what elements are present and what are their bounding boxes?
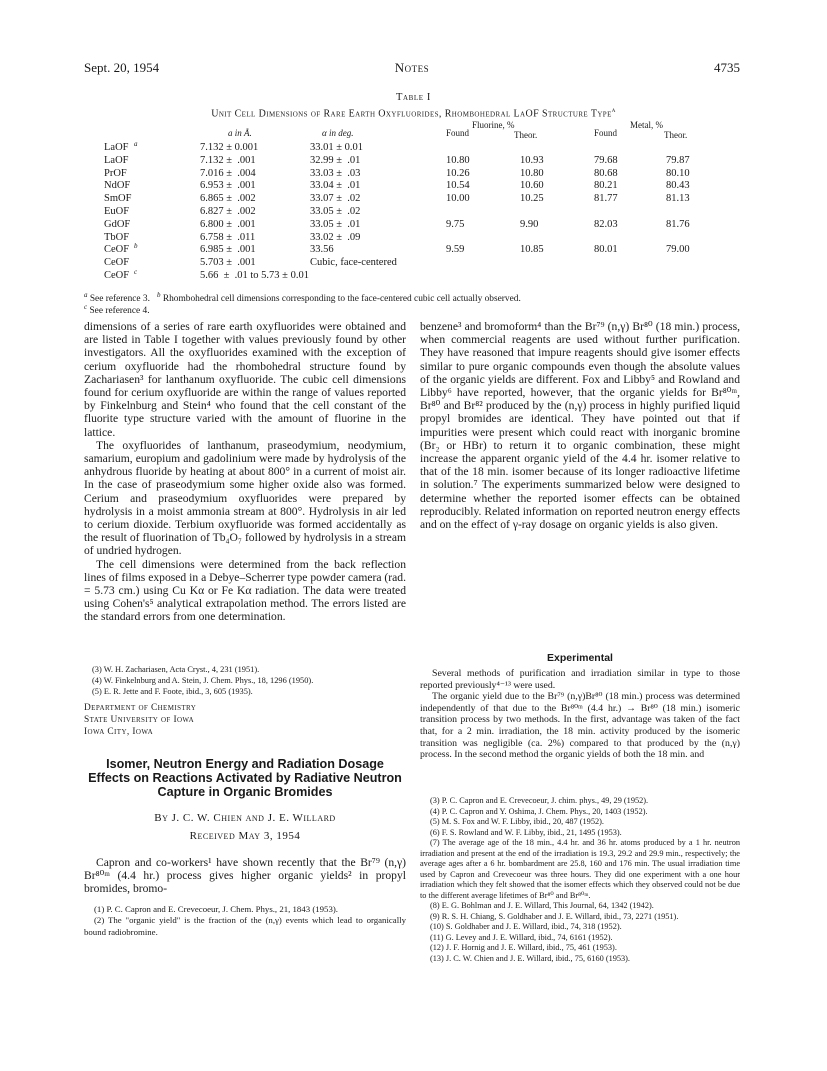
article-title: Isomer, Neutron Energy and Radiation Dosage Effects on Reactions Activated by Radiative Neutron Capture in Organic Bromides [88, 757, 402, 800]
table-cell: 10.93 [520, 154, 544, 166]
table-cell: 33.01 ± 0.01 [310, 142, 364, 153]
footnote: (2) The "organic yield" is the fraction of the (n,γ) events which lead to organically bound radiobromine. [84, 915, 406, 937]
table-cell: CeOF [104, 244, 130, 256]
table-cell: 7.132 ± 0.001 [200, 142, 259, 153]
paragraph: The organic yield due to the Br⁷⁹ (n,γ)Br⁸⁰ (18 min.) process was determined independently of that due to the Br⁸⁰ᵐ (4.4 hr.) → Br⁸⁰ (18 min.) isomeric transition process by two methods. In the first, advantage was taken of the fact that, for a 2 min. irradiation, the 18 min. activity produced by the isomeric transition was negligible (ca. 2%) compared to that produced by the (n,γ) process. In the second method the organic yields of both the 18 min. and [420, 691, 740, 761]
table-cell: 7.132 ± .001 [200, 154, 256, 166]
table-cell: 33.56 [310, 244, 334, 256]
table-cell: 80.68 [594, 167, 618, 179]
table-cell: 6.758 ± .011 [200, 231, 256, 243]
table-cell: NdOF [104, 180, 131, 192]
table-cell: EuOF [104, 206, 130, 217]
table-cell: 80.01 [594, 244, 618, 256]
table-cell: GdOF [104, 218, 131, 230]
footnote-marker: c [134, 268, 138, 276]
affiliation-line: Department of Chemistry [84, 703, 197, 713]
article-footnotes [84, 904, 406, 938]
table-cell: Cubic, face-centered [310, 257, 397, 269]
paragraph: The cell dimensions were determined from the back reflection lines of films exposed in a Debye–Scherrer type powder camera (rad. = 5.73 cm.) using Cu Kα or Fe Kα radiation. The data were treated using Cohen's⁵ analytical extrapolation method. The errors listed are the standard errors from one determination. [84, 557, 406, 624]
table-cell: 6.827 ± .002 [200, 206, 256, 217]
footnote: (3) P. C. Capron and E. Crevecoeur, J. chim. phys., 49, 29 (1952). [430, 796, 649, 805]
table-cell: 81.77 [594, 193, 618, 205]
footnote: (8) E. G. Bohlman and J. E. Willard, This Journal, 64, 1342 (1942). [430, 901, 654, 910]
table-cell: 10.80 [446, 154, 470, 166]
page-number: 4735 [714, 60, 740, 75]
table-cell: SmOF [104, 193, 132, 205]
paragraph: benzene³ and bromoform⁴ than the Br⁷⁹ (n,γ) Br⁸⁰ (18 min.) process, when commercial reagents are used without further purification. They have reasoned that impure reagents should give isomer effects similar to pure organic compounds even though the absolute values of the organic yields are different. Fox and Libby⁵ and Rowland and Libby⁶ have reported, however, that the organic yields for Br⁸⁰ᵐ, Br⁸⁰ and Br⁸² produced by the (n,γ) process in highly purified liquid propyl bromides are identical. They have pointed out that if impurities were present which could react with inorganic bromine (Br₂ or HBr) to return it to organic combination, these might increase the apparent organic yield of the 4.4 hr. isomer relative to that of the 18 min. isomer because of its longer radioactive lifetime in solution.⁷ The experiments summarized below were designed to determine whether the reported isomer effects can be obtained reproducibly. Related information on reported neutron energy effects and on the effect of γ-ray dosage on organic yields is also given. [420, 320, 740, 532]
table-cell: 10.80 [520, 167, 544, 179]
footnote: (1) P. C. Capron and E. Crevecoeur, J. Chem. Phys., 21, 1843 (1953). [94, 904, 338, 914]
footnote: (10) S. Goldhaber and J. E. Willard, ibid., 74, 318 (1952). [430, 922, 622, 931]
reference: (3) W. H. Zachariasen, Acta Cryst., 4, 231 (1951). [92, 665, 260, 674]
footnote: (4) P. C. Capron and Y. Oshima, J. Chem. Phys., 20, 1403 (1952). [430, 806, 648, 816]
section-heading: Experimental [547, 652, 613, 664]
right-footnotes [420, 796, 740, 964]
article-intro [84, 856, 406, 896]
experimental-text [420, 668, 740, 761]
table-cell: 81.13 [666, 193, 690, 205]
table-cell: 33.05 ± .01 [310, 218, 361, 230]
footnote-marker: a [134, 140, 138, 148]
table-cell: 10.54 [446, 180, 470, 192]
col-fluorine-found: Found [446, 128, 470, 138]
table-cell: LaOF [104, 142, 129, 153]
footnote: (6) F. S. Rowland and W. F. Libby, ibid., 21, 1495 (1953). [430, 827, 622, 837]
table-cell: LaOF [104, 154, 129, 166]
table-footnote-ab: $^a$ See reference 3. $^b$ Rhombohedral cell dimensions corresponding to the face-centered cubic cell actually observed. [84, 291, 521, 305]
table-cell: 82.03 [594, 218, 618, 230]
affiliation-line: Iowa City, Iowa [84, 727, 154, 737]
table-cell: 79.87 [666, 154, 690, 166]
col-alpha: α in deg. [322, 128, 354, 138]
col-group-fluorine: Fluorine, % [472, 120, 515, 130]
table-cell: 10.26 [446, 167, 470, 179]
table-cell: 5.66 ± .01 to 5.73 ± 0.01 [200, 270, 309, 281]
col-a: a in Å. [228, 128, 252, 138]
table-cell: 5.703 ± .001 [200, 257, 256, 269]
table-title: Unit Cell Dimensions of Rare Earth Oxyfluorides, Rhombohedral LaOF Structure Type$^a$ [211, 106, 616, 120]
table-cell: CeOF [104, 270, 130, 281]
footnote: (7) The average age of the 18 min., 4.4 hr. and 36 hr. atoms produced by a 1 hr. neutron irradiation and present at the end of the irradiation is 19.3, 29.2 and 29.9 min., respectively; the average ages after a 6 hr. bombardment are 25.8, 160 and 176 min. The usual irradiation time used by Capron and Crevecoeur was three hours. They did one experiment with a one hour irradiation which they felt showed that the isomer effects which they observed could not be due to the different average lifetimes of Br⁸⁰ and Br⁸⁰ᵐ. [420, 838, 740, 900]
table-cell: 33.03 ± .03 [310, 167, 361, 179]
table-cell: 10.25 [520, 193, 544, 205]
footnote: (9) R. S. H. Chiang, S. Goldhaber and J. E. Willard, ibid., 73, 2271 (1951). [430, 911, 679, 921]
col-group-metal: Metal, % [630, 120, 663, 130]
footnote: (5) M. S. Fox and W. F. Libby, ibid., 20, 487 (1952). [430, 817, 604, 826]
table-cell: 9.75 [446, 218, 465, 230]
table-cell: 9.90 [520, 218, 539, 230]
table-cell: 79.00 [666, 244, 690, 256]
table-cell: TbOF [104, 231, 130, 243]
left-column-text [84, 320, 406, 624]
table-cell: 33.07 ± .02 [310, 193, 361, 205]
table-caption: Table I [395, 92, 431, 103]
table-cell: 6.985 ± .001 [200, 244, 256, 256]
table-cell: 6.865 ± .002 [200, 193, 256, 205]
right-column-text [420, 320, 740, 531]
table-footnote-c: $^c$ See reference 4. [84, 303, 150, 317]
table-cell: 7.016 ± .004 [200, 167, 256, 179]
paragraph: dimensions of a series of rare earth oxyfluorides were obtained and are listed in Table I together with values previously found by other investigators. All the oxyfluorides examined with the exception of cerium oxyfluoride had the rhombohedral structure found by Zachariasen³ for lanthanum oxyfluoride. The cubic cell dimensions found for cerium oxyfluoride are within the range of values reported by Finkelnburg and Stein⁴ who found that the cell constant of the fluorite type structure varied with the amount of fluorine in the lattice. [84, 320, 406, 439]
table-cell: 10.85 [520, 244, 544, 256]
col-metal-theor: Theor. [664, 130, 688, 140]
reference: (4) W. Finkelnburg and A. Stein, J. Chem. Phys., 18, 1296 (1950). [92, 676, 314, 685]
table-cell: 10.00 [446, 193, 470, 205]
table-cell: 80.21 [594, 180, 618, 192]
reference: (5) E. R. Jette and F. Foote, ibid., 3, 605 (1935). [92, 687, 253, 696]
table-cell: 32.99 ± .01 [310, 154, 361, 166]
issue-date: Sept. 20, 1954 [84, 60, 160, 75]
table-cell: 79.68 [594, 154, 618, 166]
col-metal-found: Found [594, 128, 618, 138]
table-cell: 80.43 [666, 180, 690, 192]
footnote: (11) G. Levey and J. E. Willard, ibid., 74, 6161 (1952). [430, 932, 613, 942]
table-cell: CeOF [104, 257, 130, 269]
table-cell: 10.60 [520, 180, 544, 192]
article-authors: By J. C. W. Chien and J. E. Willard [154, 812, 336, 824]
table-cell: PrOF [104, 167, 127, 179]
footnote-marker: b [134, 242, 138, 251]
table-cell: 80.10 [666, 167, 690, 179]
table-cell: 81.76 [666, 218, 690, 230]
footnote: (13) J. C. W. Chien and J. E. Willard, ibid., 75, 6160 (1953). [430, 953, 631, 963]
table-cell: 33.02 ± .09 [310, 231, 361, 243]
table-cell: 6.953 ± .001 [200, 180, 256, 192]
table-cell: 33.05 ± .02 [310, 206, 361, 217]
affiliation-line: State University of Iowa [84, 715, 195, 725]
col-fluorine-theor: Theor. [514, 130, 538, 140]
table-cell: 6.800 ± .001 [200, 218, 256, 230]
paragraph: The oxyfluorides of lanthanum, praseodymium, neodymium, samarium, europium and gadolinium were made by hydrolysis of the anhydrous fluoride by heating at about 800° in a current of moist air. In the case of praseodymium some higher oxide also was formed. Cerium and praseodymium oxyfluorides were prepared by hydrolysis in a moist ammonia stream at 800°. Hydrolysis in air led to cerium dioxide. Terbium oxyfluoride was formed accidentally as the result of fluorination of Tb₄O₇ followed by hydrolysis in a stream of undried hydrogen. [84, 438, 406, 558]
paragraph: Capron and co-workers¹ have shown recently that the Br⁷⁹ (n,γ) Br⁸⁰ᵐ (4.4 hr.) process gives higher organic yields² in propyl bromides, bromo- [84, 856, 406, 896]
table-cell: 9.59 [446, 244, 465, 256]
paragraph: Several methods of purification and irradiation similar in type to those reported previously⁴⁻¹³ were used. [420, 668, 740, 691]
received-date: Received May 3, 1954 [189, 830, 301, 842]
section-title: Notes [394, 60, 430, 75]
footnote: (12) J. F. Hornig and J. E. Willard, ibid., 75, 461 (1953). [430, 943, 617, 952]
table-cell: 33.04 ± .01 [310, 180, 361, 192]
